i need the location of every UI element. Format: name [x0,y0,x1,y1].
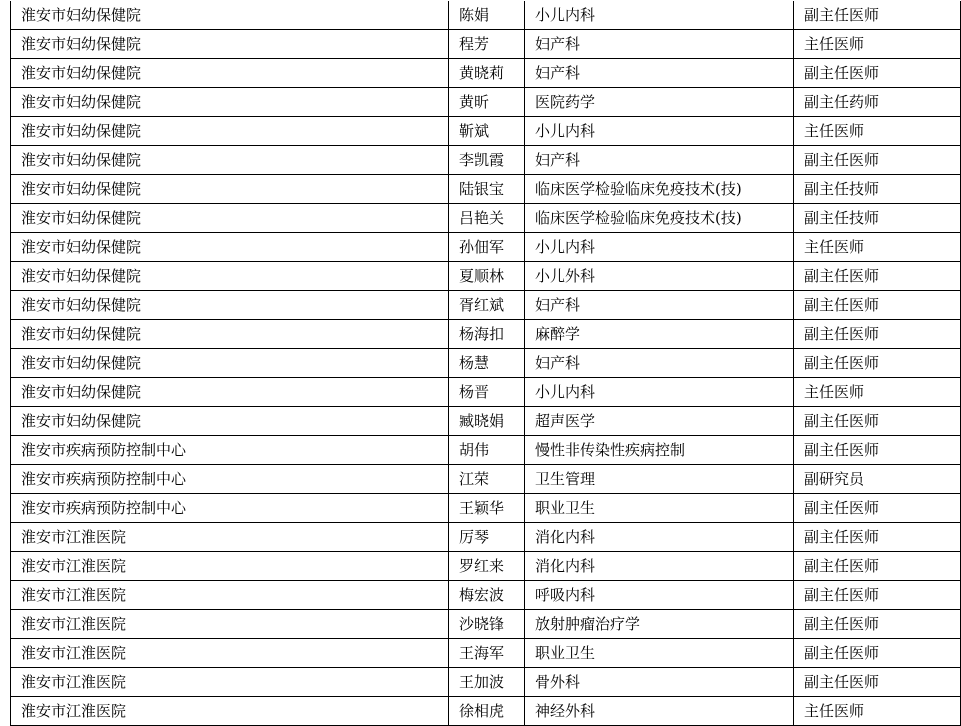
title-cell: 副主任医师 [794,581,961,610]
title-cell: 副主任医师 [794,610,961,639]
name-cell: 王海军 [449,639,525,668]
title-cell: 副主任医师 [794,349,961,378]
name-cell: 臧晓娟 [449,407,525,436]
institution-cell: 淮安市妇幼保健院 [11,349,449,378]
table-row [11,262,961,291]
table-row [11,204,961,233]
name-cell: 杨慧 [449,349,525,378]
specialty-cell: 小儿内科 [525,1,794,30]
specialty-cell: 妇产科 [525,30,794,59]
specialty-cell: 临床医学检验临床免疫技术(技) [525,175,794,204]
specialty-cell: 临床医学检验临床免疫技术(技) [525,204,794,233]
specialty-cell: 妇产科 [525,349,794,378]
name-cell: 陈娟 [449,1,525,30]
title-cell: 副主任医师 [794,291,961,320]
institution-cell: 淮安市江淮医院 [11,610,449,639]
table-row [11,407,961,436]
institution-cell: 淮安市妇幼保健院 [11,1,449,30]
name-cell: 胥红斌 [449,291,525,320]
institution-cell: 淮安市妇幼保健院 [11,88,449,117]
specialty-cell: 麻醉学 [525,320,794,349]
institution-cell: 淮安市妇幼保健院 [11,262,449,291]
specialty-cell: 医院药学 [525,88,794,117]
table-row [11,88,961,117]
name-cell: 黄晓莉 [449,59,525,88]
name-cell: 程芳 [449,30,525,59]
institution-cell: 淮安市妇幼保健院 [11,59,449,88]
name-cell: 靳斌 [449,117,525,146]
table-row [11,59,961,88]
table-row [11,117,961,146]
specialty-cell: 职业卫生 [525,639,794,668]
title-cell: 副主任医师 [794,639,961,668]
table-row [11,610,961,639]
specialty-cell: 慢性非传染性疾病控制 [525,436,794,465]
name-cell: 梅宏波 [449,581,525,610]
name-cell: 杨晋 [449,378,525,407]
table-row [11,349,961,378]
name-cell: 杨海扣 [449,320,525,349]
name-cell: 李凯霞 [449,146,525,175]
specialty-cell: 小儿内科 [525,378,794,407]
institution-cell: 淮安市江淮医院 [11,552,449,581]
institution-cell: 淮安市妇幼保健院 [11,146,449,175]
title-cell: 副主任医师 [794,59,961,88]
specialty-cell: 放射肿瘤治疗学 [525,610,794,639]
document-page [10,1,960,726]
title-cell: 副主任技师 [794,175,961,204]
title-cell: 副主任医师 [794,262,961,291]
table-row [11,552,961,581]
table-row [11,291,961,320]
institution-cell: 淮安市妇幼保健院 [11,233,449,262]
name-cell: 胡伟 [449,436,525,465]
institution-cell: 淮安市江淮医院 [11,523,449,552]
specialty-cell: 妇产科 [525,59,794,88]
institution-cell: 淮安市江淮医院 [11,697,449,726]
title-cell: 副主任医师 [794,1,961,30]
name-cell: 罗红来 [449,552,525,581]
table-row [11,465,961,494]
table-row [11,320,961,349]
table-row [11,668,961,697]
title-cell: 主任医师 [794,30,961,59]
specialty-cell: 妇产科 [525,146,794,175]
title-cell: 副主任医师 [794,407,961,436]
title-cell: 主任医师 [794,697,961,726]
staff-title-table [10,1,961,726]
institution-cell: 淮安市疾病预防控制中心 [11,465,449,494]
table-row [11,436,961,465]
table-row [11,1,961,30]
institution-cell: 淮安市妇幼保健院 [11,30,449,59]
specialty-cell: 超声医学 [525,407,794,436]
table-row [11,30,961,59]
title-cell: 副主任医师 [794,552,961,581]
name-cell: 王加波 [449,668,525,697]
name-cell: 徐相虎 [449,697,525,726]
table-row [11,697,961,726]
title-cell: 副研究员 [794,465,961,494]
table-body [11,1,961,726]
name-cell: 黄昕 [449,88,525,117]
table-row [11,581,961,610]
name-cell: 沙晓锋 [449,610,525,639]
name-cell: 厉琴 [449,523,525,552]
name-cell: 江荣 [449,465,525,494]
institution-cell: 淮安市妇幼保健院 [11,117,449,146]
table-row [11,175,961,204]
title-cell: 副主任药师 [794,88,961,117]
institution-cell: 淮安市疾病预防控制中心 [11,436,449,465]
name-cell: 陆银宝 [449,175,525,204]
title-cell: 副主任医师 [794,146,961,175]
title-cell: 副主任医师 [794,523,961,552]
specialty-cell: 职业卫生 [525,494,794,523]
title-cell: 副主任医师 [794,436,961,465]
institution-cell: 淮安市妇幼保健院 [11,204,449,233]
institution-cell: 淮安市妇幼保健院 [11,320,449,349]
specialty-cell: 神经外科 [525,697,794,726]
table-row [11,146,961,175]
name-cell: 王颖华 [449,494,525,523]
title-cell: 副主任医师 [794,320,961,349]
institution-cell: 淮安市江淮医院 [11,639,449,668]
name-cell: 夏顺林 [449,262,525,291]
institution-cell: 淮安市妇幼保健院 [11,175,449,204]
specialty-cell: 小儿外科 [525,262,794,291]
title-cell: 副主任医师 [794,494,961,523]
table-row [11,494,961,523]
institution-cell: 淮安市妇幼保健院 [11,378,449,407]
table-row [11,639,961,668]
name-cell: 吕艳关 [449,204,525,233]
title-cell: 主任医师 [794,233,961,262]
table-row [11,233,961,262]
specialty-cell: 消化内科 [525,552,794,581]
specialty-cell: 小儿内科 [525,117,794,146]
table-row [11,523,961,552]
specialty-cell: 卫生管理 [525,465,794,494]
institution-cell: 淮安市疾病预防控制中心 [11,494,449,523]
specialty-cell: 骨外科 [525,668,794,697]
specialty-cell: 小儿内科 [525,233,794,262]
table-row [11,378,961,407]
specialty-cell: 消化内科 [525,523,794,552]
institution-cell: 淮安市江淮医院 [11,668,449,697]
institution-cell: 淮安市江淮医院 [11,581,449,610]
title-cell: 主任医师 [794,117,961,146]
institution-cell: 淮安市妇幼保健院 [11,407,449,436]
name-cell: 孙佃军 [449,233,525,262]
title-cell: 副主任技师 [794,204,961,233]
specialty-cell: 妇产科 [525,291,794,320]
title-cell: 主任医师 [794,378,961,407]
specialty-cell: 呼吸内科 [525,581,794,610]
title-cell: 副主任医师 [794,668,961,697]
institution-cell: 淮安市妇幼保健院 [11,291,449,320]
